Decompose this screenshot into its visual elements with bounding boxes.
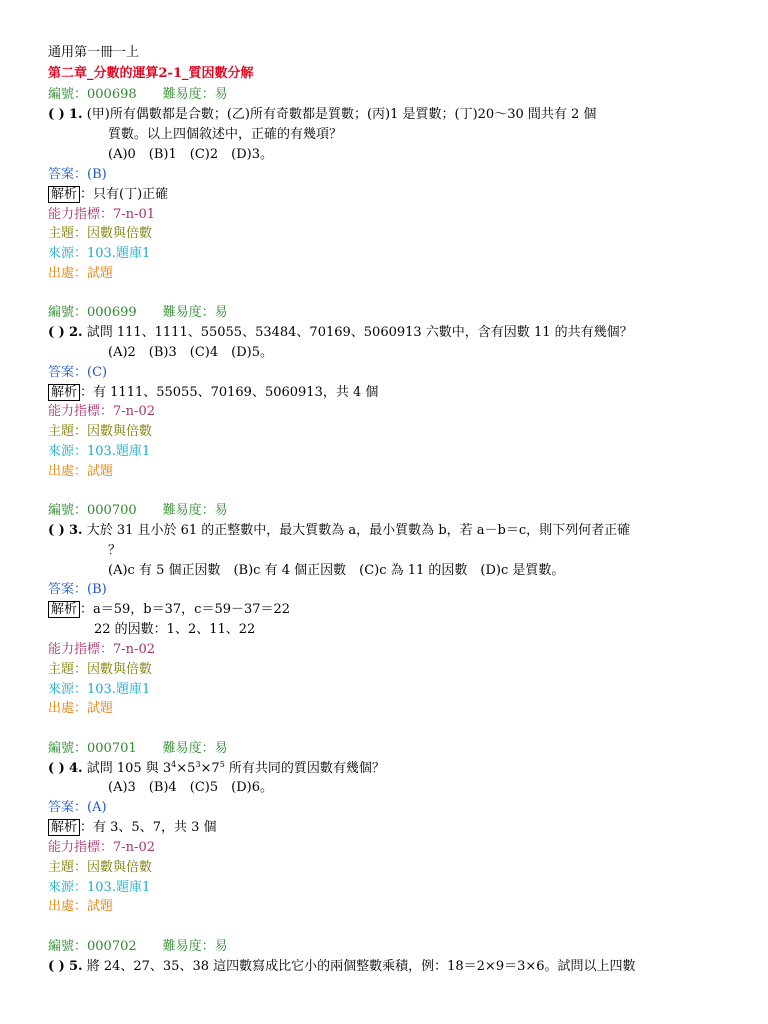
chapter-title: 第二章_分數的運算2-1_質因數分解: [48, 66, 254, 81]
question-options: (A)2 (B)3 (C)4 (D)5。: [108, 345, 273, 360]
question-id-line: 編號：000699 難易度：易: [48, 305, 228, 320]
origin-line: 出處：試題: [48, 464, 114, 479]
analysis-badge: 解析: [48, 384, 80, 401]
question-stem: ( ) 2. 試問 111、1111、55055、53484、70169、5060913 六數中，含有因數 11 的共有幾個？: [48, 325, 633, 340]
ability-line: 能力指標：7-n-02: [48, 642, 155, 657]
question-stem: ( ) 4. 試問 105 與 $3^4\times 5^3\times 7^5$ 所有共同的質因數有幾個？: [48, 760, 385, 776]
answer-line: 答案：(B): [48, 167, 107, 182]
question-id-line: 編號：000698 難易度：易: [48, 87, 228, 102]
analysis-line: 解析 ：a＝59，b＝37，c＝59－37＝22: [48, 601, 290, 619]
analysis-line-cont: 22 的因數：1、2、11、22: [94, 622, 256, 637]
analysis-badge: 解析: [48, 186, 80, 203]
question-options: (A)c 有 5 個正因數 (B)c 有 4 個正因數 (C)c 為 11 的因數 (D)c 是質數。: [108, 563, 565, 578]
analysis-line: 解析 ：只有(丁)正確: [48, 186, 168, 204]
origin-line: 出處：試題: [48, 701, 114, 716]
question-stem: ( ) 1. (甲)所有偶數都是合數；(乙)所有奇數都是質數；(丙)1 是質數；(丁)20～30 間共有 2 個: [48, 107, 597, 122]
source-line: 來源：103.題庫1: [48, 880, 151, 895]
question-id-line: 編號：000701 難易度：易: [48, 741, 228, 756]
question-id-line: 編號：000700 難易度：易: [48, 503, 228, 518]
origin-line: 出處：試題: [48, 899, 114, 914]
analysis-badge: 解析: [48, 819, 80, 836]
topic-line: 主題：因數與倍數: [48, 662, 153, 677]
topic-line: 主題：因數與倍數: [48, 226, 153, 241]
question-options: (A)3 (B)4 (C)5 (D)6。: [108, 780, 273, 795]
question-stem-cont: ？: [108, 543, 122, 558]
answer-line: 答案：(C): [48, 365, 108, 380]
origin-line: 出處：試題: [48, 266, 114, 281]
answer-line: 答案：(B): [48, 582, 107, 597]
question-options: (A)0 (B)1 (C)2 (D)3。: [108, 147, 273, 162]
analysis-line: 解析 ：有 1111、55055、70169、5060913，共 4 個: [48, 384, 378, 402]
analysis-line: 解析 ：有 3、5、7，共 3 個: [48, 819, 217, 837]
ability-line: 能力指標：7-n-02: [48, 404, 155, 419]
analysis-badge: 解析: [48, 601, 80, 618]
ability-line: 能力指標：7-n-02: [48, 840, 155, 855]
book-title: 通用第一冊一上: [48, 45, 140, 60]
topic-line: 主題：因數與倍數: [48, 860, 153, 875]
topic-line: 主題：因數與倍數: [48, 424, 153, 439]
source-line: 來源：103.題庫1: [48, 682, 151, 697]
question-stem: ( ) 3. 大於 31 且小於 61 的正整數中，最大質數為 a，最小質數為 b，若 a－b＝c，則下列何者正確: [48, 523, 631, 538]
source-line: 來源：103.題庫1: [48, 246, 151, 261]
question-stem-cont: 質數。以上四個敘述中，正確的有幾項？: [108, 127, 343, 142]
source-line: 來源：103.題庫1: [48, 444, 151, 459]
question-id-line: 編號：000702 難易度：易: [48, 939, 228, 954]
question-stem: ( ) 5. 將 24、27、35、38 這四數寫成比它小的兩個整數乘積，例：18＝2×9＝3×6。試問以上四數: [48, 959, 636, 974]
answer-line: 答案：(A): [48, 800, 107, 815]
ability-line: 能力指標：7-n-01: [48, 207, 155, 222]
